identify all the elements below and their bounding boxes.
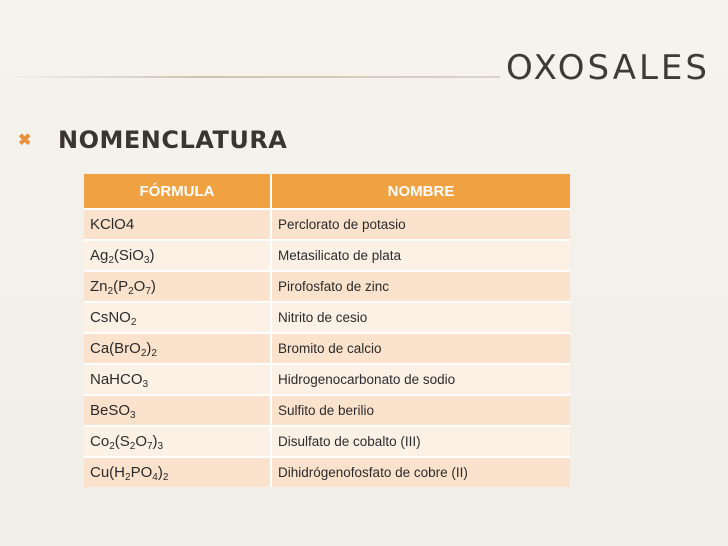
- formula-cell: [84, 239, 272, 270]
- nombre-cell: Bromito de calcio: [272, 332, 570, 363]
- table-row: [84, 425, 570, 456]
- x-mark-bullet-icon: ✖: [18, 132, 32, 149]
- nomenclature-table: [84, 174, 570, 487]
- formula-subscript: 3: [157, 441, 164, 452]
- formula-subscript: 2: [125, 472, 131, 483]
- formula-text: ): [149, 247, 155, 264]
- formula-subscript: 2: [129, 441, 136, 452]
- formula-subscript: 2: [108, 255, 114, 266]
- formula-text: Ag: [90, 247, 109, 264]
- formula-subscript: 2: [130, 317, 137, 328]
- formula-cell: [84, 456, 272, 487]
- formula-text: ): [157, 464, 163, 481]
- formula-text: BeSO: [90, 402, 131, 419]
- formula-text: Co: [90, 433, 110, 450]
- formula-cell: [84, 332, 272, 363]
- formula-subscript: 2: [109, 441, 115, 452]
- formula-text: (S: [114, 433, 130, 450]
- formula-cell: [84, 363, 272, 394]
- formula-subscript: 2: [162, 472, 169, 483]
- table-row: [84, 270, 570, 301]
- formula-text: ): [152, 433, 158, 450]
- table-row: [84, 239, 570, 270]
- formula-cell: [84, 301, 272, 332]
- formula-cell: [84, 394, 272, 425]
- formula-text: CsNO: [90, 309, 131, 326]
- formula-cell: [84, 425, 272, 456]
- formula-text: O: [135, 433, 147, 450]
- formula-text: NaHCO: [90, 371, 143, 388]
- nombre-cell: Pirofosfato de zinc: [272, 270, 570, 301]
- slide-title: OXOSALES: [506, 48, 710, 88]
- nombre-cell: Hidrogenocarbonato de sodio: [272, 363, 570, 394]
- formula-subscript: 2: [128, 286, 134, 297]
- formula-text: PO: [130, 464, 153, 481]
- formula-text: ): [150, 278, 156, 295]
- formula-text: KClO4: [90, 216, 135, 233]
- bullet-item: [18, 126, 287, 154]
- formula-text: (P: [113, 278, 129, 295]
- table-row: [84, 301, 570, 332]
- table-row: [84, 332, 570, 363]
- bullet-text: NOMENCLATURA: [58, 126, 288, 154]
- header-nombre: NOMBRE: [272, 174, 570, 208]
- formula-subscript: 3: [143, 255, 150, 266]
- table-row: [84, 208, 570, 239]
- title-divider: [0, 76, 500, 78]
- table-row: [84, 456, 570, 487]
- formula-subscript: 2: [151, 348, 157, 359]
- nombre-cell: Metasilicato de plata: [272, 239, 570, 270]
- formula-text: Ca(BrO: [90, 340, 141, 357]
- table-body: [84, 208, 570, 487]
- formula-cell: [84, 270, 272, 301]
- formula-subscript: 3: [130, 410, 136, 421]
- formula-text: O: [133, 278, 146, 295]
- formula-subscript: 4: [152, 472, 158, 483]
- nombre-cell: Nitrito de cesio: [272, 301, 570, 332]
- header-formula: FÓRMULA: [84, 174, 272, 208]
- formula-subscript: 7: [145, 286, 151, 297]
- formula-subscript: 7: [146, 441, 153, 452]
- nombre-cell: Disulfato de cobalto (III): [272, 425, 570, 456]
- nombre-cell: Dihidrógenofosfato de cobre (II): [272, 456, 570, 487]
- nombre-cell: Perclorato de potasio: [272, 208, 570, 239]
- formula-text: ): [146, 340, 152, 357]
- formula-text: Cu(H: [90, 464, 126, 481]
- nombre-cell: Sulfito de berilio: [272, 394, 570, 425]
- formula-subscript: 2: [107, 286, 114, 297]
- formula-subscript: 2: [140, 348, 147, 359]
- formula-cell: [84, 208, 272, 239]
- table-header-row: [84, 174, 570, 208]
- table-row: [84, 363, 570, 394]
- table-row: [84, 394, 570, 425]
- formula-subscript: 3: [142, 379, 149, 390]
- formula-text: Zn: [90, 278, 108, 295]
- formula-text: (SiO: [113, 247, 144, 264]
